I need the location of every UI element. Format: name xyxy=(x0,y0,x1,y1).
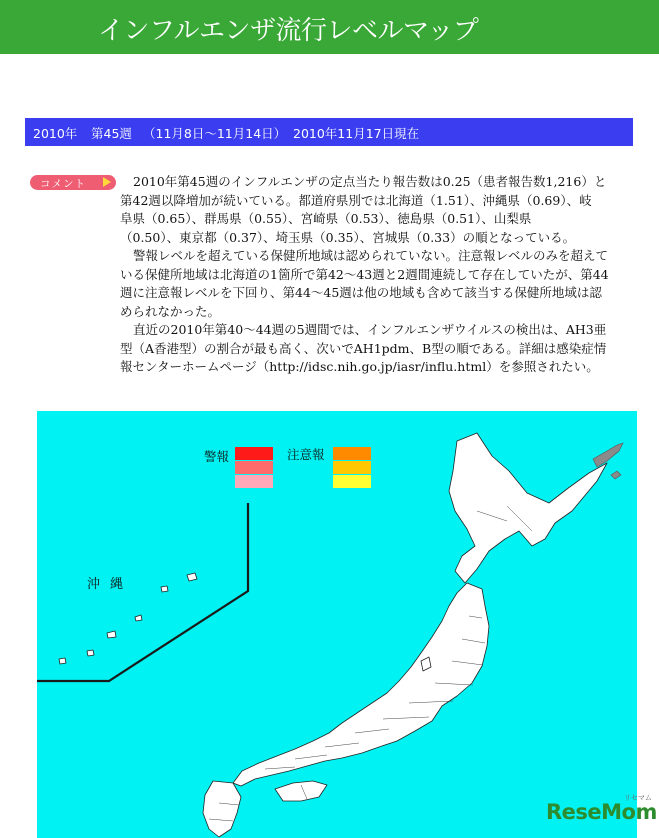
legend-advisory-swatch-high xyxy=(333,447,371,460)
week-date-range: （11月8日〜11月14日） xyxy=(143,126,287,141)
comment-text xyxy=(120,173,620,377)
comment-line: められなかった。 xyxy=(120,303,221,319)
japan-map xyxy=(37,411,637,838)
okinawa-label: 沖縄 xyxy=(87,577,134,592)
legend-advisory-swatch-low xyxy=(333,475,371,488)
legend-warning-label: 警報 xyxy=(204,449,230,464)
comment-line: 週に注意報レベルを下回り、第44〜45週は他の地域も含めて該当する保健所地域は認 xyxy=(120,285,602,300)
legend-warning-swatch-mid xyxy=(235,461,273,474)
comment-line: 警報レベルを超えている保健所地域は認められていない。注意報レベルのみを超えて xyxy=(133,248,609,263)
header-bar xyxy=(0,0,659,54)
comment-line: （0.50）、東京都（0.37）、埼玉県（0.35）、宮城県（0.33）の順となっている。 xyxy=(120,229,576,245)
comment-line: 直近の2010年第40〜44週の5週間では、インフルエンザウイルスの検出は、AH3亜 xyxy=(133,322,607,337)
legend-advisory-swatch-mid xyxy=(333,461,371,474)
land-shapes xyxy=(59,433,607,837)
comment-badge-label: コメント xyxy=(40,178,86,190)
resemom-logo xyxy=(546,794,657,824)
comment-line: 型（A香港型）の割合が最も高く、次いでAH1pdm、B型の順である。詳細は感染症情 xyxy=(120,340,607,356)
logo-small-text: リセマム xyxy=(624,794,652,802)
week-info-bar xyxy=(25,118,633,146)
legend-warning-swatch-low xyxy=(235,475,273,488)
week-number: 第45週 xyxy=(91,126,132,141)
comment-line: いる保健所地域は北海道の1箇所で第42〜43週と2週間連続して存在していたが、第44 xyxy=(120,266,609,282)
comment-line: 報センターホームページ（http://idsc.nih.go.jp/iasr/influ.html）を参照されたい。 xyxy=(120,359,599,374)
comment-line: 第42週以降増加が続いている。都道府県別では北海道（1.51）、沖縄県（0.69）、岐 xyxy=(120,192,592,208)
week-year: 2010年 xyxy=(33,126,78,141)
legend-advisory-label: 注意報 xyxy=(287,447,325,462)
comment-badge xyxy=(30,175,116,190)
page-title: インフルエンザ流行レベルマップ xyxy=(98,16,479,46)
report-as-of-date: 2010年11月17日現在 xyxy=(293,126,420,141)
logo-text: ReseMom xyxy=(546,800,657,824)
comment-line: 2010年第45週のインフルエンザの定点当たり報告数は0.25（患者報告数1,216）と xyxy=(133,174,607,189)
okinawa-inset-line xyxy=(37,503,248,681)
legend-warning-swatch-high xyxy=(235,447,273,460)
play-arrow-icon xyxy=(103,177,111,187)
comment-line: 阜県（0.65）、群馬県（0.55）、宮崎県（0.53）、徳島県（0.51）、山梨県 xyxy=(120,211,532,226)
